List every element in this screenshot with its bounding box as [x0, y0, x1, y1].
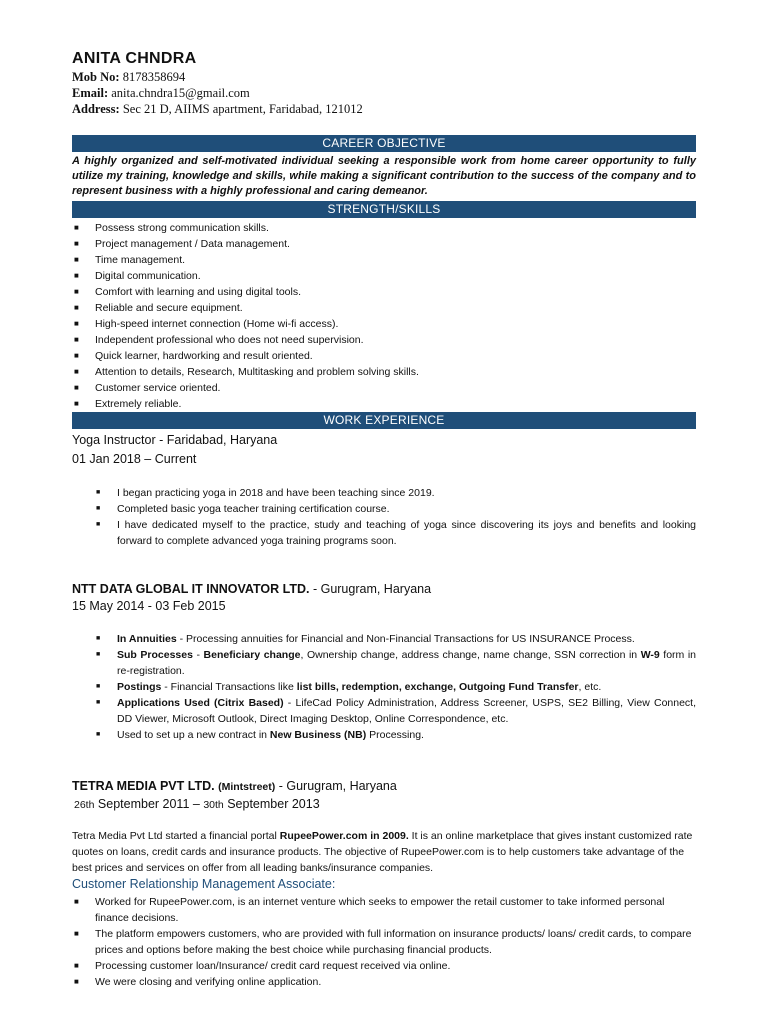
bullet-text: - Financial Transactions like — [161, 681, 297, 693]
yoga-duties-list — [96, 485, 696, 549]
bullet-text: Processing. — [366, 729, 424, 741]
list-item: ■ Customer service oriented. — [72, 380, 419, 396]
para-bold: RupeePower.com in 2009. — [279, 830, 409, 842]
date-day: 30th — [203, 799, 224, 811]
bullet-text: form in re-registration. — [117, 649, 697, 677]
bullet-text: Used to set up a new contract in — [117, 729, 270, 741]
para-text: Tetra Media Pvt Ltd started a financial portal — [72, 830, 280, 842]
separator: - — [275, 779, 287, 793]
company-name: TETRA MEDIA PVT LTD. — [72, 779, 215, 793]
job-location: Gurugram, Haryana — [320, 582, 432, 596]
list-item: ■ Project management / Data management. — [72, 236, 419, 252]
crm-duties-list — [72, 894, 696, 990]
list-item: ■ I began practicing yoga in 2018 and have been teaching since 2019. — [96, 485, 696, 501]
para-text: It is an online marketplace that gives instant customized rate quotes on loans, credit cards and insurance products. The objective of RupeePower.com is to help customers take advantage of the best prices and services on offer from all leading banks/insurance companies. — [72, 830, 693, 874]
list-item — [96, 727, 696, 743]
date-day: 26th — [74, 799, 95, 811]
separator: - — [155, 433, 167, 447]
company-subname: (Mintstreet) — [218, 781, 276, 793]
bullet-bold: list bills, redemption, exchange, Outgoing Fund Transfer — [296, 681, 579, 693]
list-item: ■ Possess strong communication skills. — [72, 220, 419, 236]
bullet-bold: New Business (NB) — [269, 729, 367, 741]
bullet-text: , etc. — [578, 681, 602, 693]
objective-text: A highly organized and self-motivated individual seeking a responsible work from home career opportunity to fully utilize my training, knowledge and skills, while making a significant contribution to the success of the company and to represent business with a highly professional and caring demeanor. — [72, 155, 696, 197]
bullet-text: - — [192, 649, 204, 661]
list-item: ■ The platform empowers customers, who are provided with full information on insurance products/ loans/ credit cards, to compare prices and options before making the best choice while purchasing financial products. — [72, 926, 696, 958]
address-value: Sec 21 D, AIIMS apartment, Faridabad, 121012 — [122, 102, 363, 116]
list-item: ■ Independent professional who does not need supervision. — [72, 332, 419, 348]
bullet-bold: Postings — [117, 681, 162, 693]
section-header-skills: STRENGTH/SKILLS — [72, 201, 696, 218]
list-item: ■ Processing customer loan/Insurance/ credit card request received via online. — [72, 958, 696, 974]
bullet-bold: Beneficiary change — [203, 649, 301, 661]
email-line — [72, 86, 250, 101]
list-item — [96, 631, 696, 647]
job-date-tetra — [74, 797, 320, 811]
list-item — [96, 695, 696, 727]
list-item: ■ Extremely reliable. — [72, 396, 419, 412]
tetra-description — [72, 828, 696, 876]
job-title-tetra — [72, 779, 397, 793]
list-item: ■ Worked for RupeePower.com, is an internet venture which seeks to empower the retail customer to take informed personal finance decisions. — [72, 894, 696, 926]
list-item — [96, 679, 696, 695]
bullet-text: - LifeCad Policy Administration, Address Screener, USPS, SE2 Billing, View Connect, DD Viewer, Microsoft Outlook, Direct Imaging Desktop, Online Correspondence, etc. — [117, 697, 697, 725]
company-name: NTT DATA GLOBAL IT INNOVATOR LTD. — [72, 582, 310, 596]
list-item — [96, 647, 696, 679]
list-item: ■ We were closing and verifying online application. — [72, 974, 696, 990]
address-label: Address: — [72, 102, 120, 116]
bullet-bold: In Annuities — [117, 633, 177, 645]
job-title-ntt — [72, 582, 431, 596]
job-role: Yoga Instructor — [72, 433, 156, 447]
section-header-experience: WORK EXPERIENCE — [72, 412, 696, 429]
bullet-bold: W-9 — [640, 649, 660, 661]
skills-list — [72, 220, 419, 412]
job-title-yoga — [72, 433, 277, 447]
job-location: Faridabad, Haryana — [166, 433, 278, 447]
list-item: ■ Time management. — [72, 252, 419, 268]
bullet-text: - Processing annuities for Financial and Non-Financial Transactions for US INSURANCE Process. — [176, 633, 635, 645]
ntt-duties-list — [96, 631, 696, 743]
bullet-bold: Applications Used (Citrix Based) — [117, 697, 284, 709]
list-item: ■ Comfort with learning and using digital tools. — [72, 284, 419, 300]
job-date-ntt: 15 May 2014 - 03 Feb 2015 — [72, 599, 226, 613]
list-item: ■ Completed basic yoga teacher training certification course. — [96, 501, 696, 517]
bullet-bold: Sub Processes — [117, 649, 193, 661]
mobile-label: Mob No: — [72, 70, 120, 84]
job-date-yoga: 01 Jan 2018 – Current — [72, 452, 197, 466]
address-line — [72, 102, 363, 117]
list-item: ■ Quick learner, hardworking and result oriented. — [72, 348, 419, 364]
candidate-name: ANITA CHNDRA — [72, 50, 197, 67]
role-title-crm: Customer Relationship Management Associate: — [72, 877, 336, 891]
separator: - — [309, 582, 321, 596]
section-header-objective: CAREER OBJECTIVE — [72, 135, 696, 152]
date-text: September 2013 — [223, 797, 320, 811]
mobile-value: 8178358694 — [122, 70, 186, 84]
list-item: ■ I have dedicated myself to the practice, study and teaching of yoga since discovering its joys and benefits and looking forward to complete advanced yoga training programs soon. — [96, 517, 696, 549]
email-value: anita.chndra15@gmail.com — [111, 86, 250, 100]
bullet-text: , Ownership change, address change, name change, SSN correction in — [300, 649, 641, 661]
job-location: Gurugram, Haryana — [286, 779, 397, 793]
list-item: ■ Attention to details, Research, Multitasking and problem solving skills. — [72, 364, 419, 380]
mobile-line — [72, 70, 185, 85]
email-label: Email: — [72, 86, 109, 100]
list-item: ■ High-speed internet connection (Home wi-fi access). — [72, 316, 419, 332]
list-item: ■ Reliable and secure equipment. — [72, 300, 419, 316]
date-text: September 2011 – — [94, 797, 204, 811]
list-item: ■ Digital communication. — [72, 268, 419, 284]
